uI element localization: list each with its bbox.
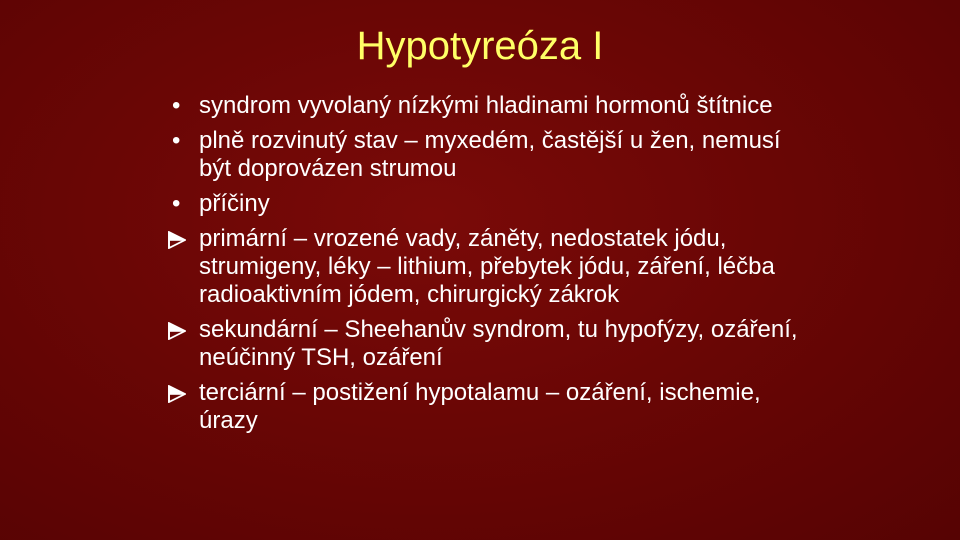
list-item bbox=[168, 316, 808, 372]
list-item-text: primární – vrozené vady, záněty, nedostatek jódu, strumigeny, léky – lithium, přebytek jódu, záření, léčba radioaktivním jódem, chirurgický zákrok bbox=[199, 225, 775, 308]
list-item-text: terciární – postižení hypotalamu – ozáření, ischemie, úrazy bbox=[199, 379, 761, 434]
list-item-text: plně rozvinutý stav – myxedém, častější u žen, nemusí být doprovázen strumou bbox=[199, 127, 781, 182]
slide-title: Hypotyreóza I bbox=[356, 24, 604, 68]
list-item-text: sekundární – Sheehanův syndrom, tu hypofýzy, ozáření, neúčinný TSH, ozáření bbox=[199, 316, 798, 371]
list-item-text: syndrom vyvolaný nízkými hladinami hormonů štítnice bbox=[199, 92, 773, 119]
list-item bbox=[168, 92, 808, 120]
bullet-list bbox=[168, 92, 808, 442]
list-item bbox=[168, 127, 808, 183]
list-item bbox=[168, 379, 808, 435]
list-item bbox=[168, 190, 808, 218]
list-item bbox=[168, 225, 808, 309]
bullet-marker: • bbox=[172, 92, 181, 119]
bullet-marker: • bbox=[172, 127, 181, 154]
bullet-marker: • bbox=[172, 190, 181, 217]
list-item-text: příčiny bbox=[199, 190, 270, 217]
